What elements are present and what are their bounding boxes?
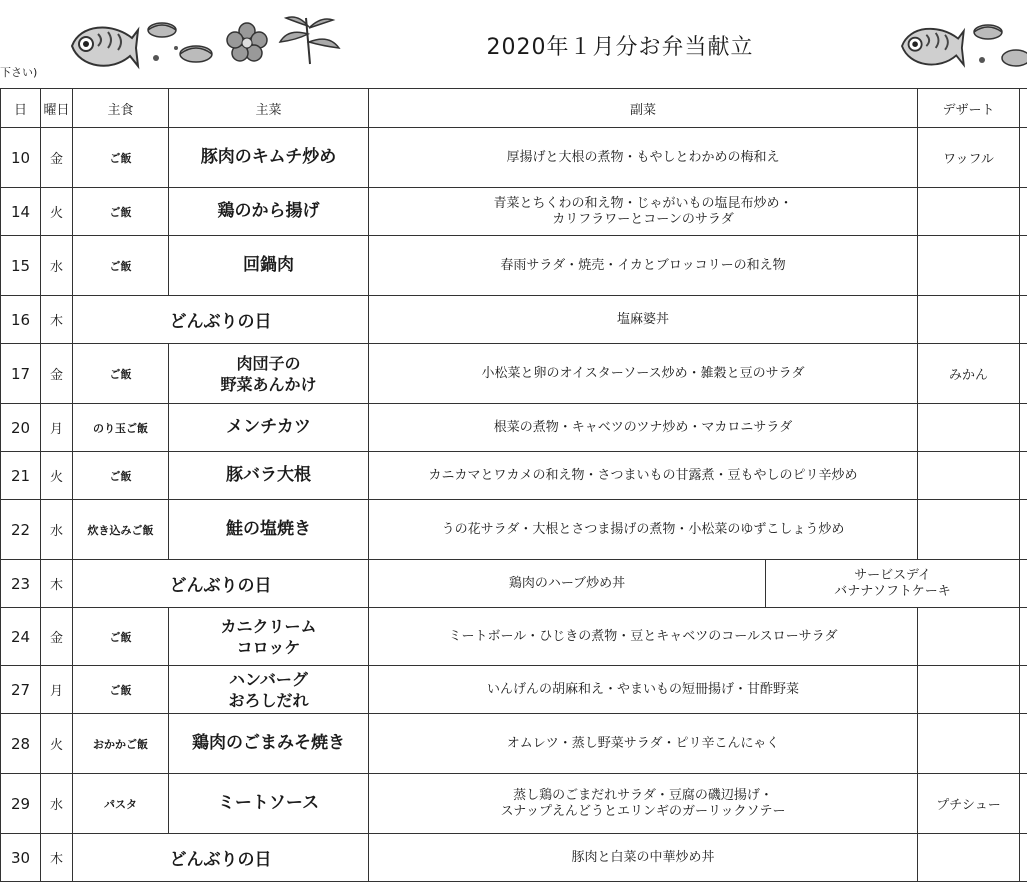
- extra-cell: [1020, 714, 1027, 774]
- staple-cell: ご飯: [73, 128, 169, 188]
- day-cell: 16: [1, 296, 41, 344]
- weekday-cell: 水: [41, 500, 73, 560]
- table-row: [1, 608, 1027, 666]
- extra-cell: [1020, 774, 1027, 834]
- main-dish-cell: 豚肉のキムチ炒め: [169, 128, 369, 188]
- menu-table: [0, 88, 1027, 882]
- dessert-cell: [918, 236, 1020, 296]
- table-row: [1, 774, 1027, 834]
- note-text: 下さい): [0, 66, 38, 79]
- table-row: [1, 188, 1027, 236]
- staple-cell: ご飯: [73, 666, 169, 714]
- col-header-side: 副菜: [369, 89, 918, 128]
- day-cell: 10: [1, 128, 41, 188]
- main-dish-cell: ハンバーグ おろしだれ: [169, 666, 369, 714]
- extra-cell: [1020, 834, 1027, 882]
- col-header-main: 主菜: [169, 89, 369, 128]
- table-row: [1, 128, 1027, 188]
- pine-icon: [970, 20, 1027, 74]
- dessert-cell: [918, 188, 1020, 236]
- weekday-cell: 金: [41, 608, 73, 666]
- staple-cell: ご飯: [73, 608, 169, 666]
- extra-cell: [1020, 236, 1027, 296]
- main-dish-cell: 回鍋肉: [169, 236, 369, 296]
- extra-cell: [1020, 560, 1027, 608]
- side-dish-cell: 鶏肉のハーブ炒め丼: [369, 560, 766, 608]
- day-cell: 29: [1, 774, 41, 834]
- extra-cell: [1020, 666, 1027, 714]
- col-header-staple: 主食: [73, 89, 169, 128]
- side-dish-cell: オムレツ・蒸し野菜サラダ・ピリ辛こんにゃく: [369, 714, 918, 774]
- day-cell: 27: [1, 666, 41, 714]
- table-row: [1, 560, 1027, 608]
- weekday-cell: 金: [41, 128, 73, 188]
- side-dish-cell: 青菜とちくわの和え物・じゃがいもの塩昆布炒め・ カリフラワーとコーンのサラダ: [369, 188, 918, 236]
- main-dish-cell: 鮭の塩焼き: [169, 500, 369, 560]
- staple-cell: ご飯: [73, 344, 169, 404]
- day-cell: 28: [1, 714, 41, 774]
- dessert-cell: みかん: [918, 344, 1020, 404]
- extra-cell: [1020, 296, 1027, 344]
- table-row: [1, 834, 1027, 882]
- weekday-cell: 月: [41, 666, 73, 714]
- staple-cell: ご飯: [73, 188, 169, 236]
- extra-cell: [1020, 452, 1027, 500]
- extra-cell: [1020, 128, 1027, 188]
- day-cell: 15: [1, 236, 41, 296]
- day-cell: 14: [1, 188, 41, 236]
- side-dish-cell: カニカマとワカメの和え物・さつまいもの甘露煮・豆もやしのピリ辛炒め: [369, 452, 918, 500]
- table-row: [1, 344, 1027, 404]
- day-cell: 17: [1, 344, 41, 404]
- weekday-cell: 月: [41, 404, 73, 452]
- donburi-day-cell: どんぶりの日: [73, 296, 369, 344]
- header: [0, 0, 1027, 88]
- staple-cell: ご飯: [73, 236, 169, 296]
- main-dish-cell: カニクリーム コロッケ: [169, 608, 369, 666]
- dessert-cell: プチシュー: [918, 774, 1020, 834]
- weekday-cell: 水: [41, 774, 73, 834]
- main-dish-cell: 鶏のから揚げ: [169, 188, 369, 236]
- donburi-day-cell: どんぶりの日: [73, 834, 369, 882]
- side-dish-cell: 塩麻婆丼: [369, 296, 918, 344]
- main-dish-cell: ミートソース: [169, 774, 369, 834]
- table-row: [1, 714, 1027, 774]
- extra-cell: [1020, 188, 1027, 236]
- side-dish-cell: 厚揚げと大根の煮物・もやしとわかめの梅和え: [369, 128, 918, 188]
- day-cell: 22: [1, 500, 41, 560]
- dessert-cell: [918, 608, 1020, 666]
- dessert-cell: [918, 452, 1020, 500]
- col-header-dessert: デザート: [918, 89, 1020, 128]
- dessert-cell: [918, 500, 1020, 560]
- weekday-cell: 火: [41, 714, 73, 774]
- weekday-cell: 火: [41, 452, 73, 500]
- weekday-cell: 木: [41, 560, 73, 608]
- service-day-cell: サービスデイ バナナソフトケーキ: [766, 560, 1020, 608]
- main-dish-cell: 肉団子の 野菜あんかけ: [169, 344, 369, 404]
- table-row: [1, 236, 1027, 296]
- extra-cell: [1020, 500, 1027, 560]
- table-row: [1, 500, 1027, 560]
- day-cell: 23: [1, 560, 41, 608]
- table-row: [1, 666, 1027, 714]
- side-dish-cell: 春雨サラダ・焼売・イカとブロッコリーの和え物: [369, 236, 918, 296]
- weekday-cell: 火: [41, 188, 73, 236]
- side-dish-cell: 蒸し鶏のごまだれサラダ・豆腐の磯辺揚げ・ スナップえんどうとエリンギのガーリックソテー: [369, 774, 918, 834]
- extra-cell: [1020, 344, 1027, 404]
- side-dish-cell: 豚肉と白菜の中華炒め丼: [369, 834, 918, 882]
- side-dish-cell: 小松菜と卵のオイスターソース炒め・雑穀と豆のサラダ: [369, 344, 918, 404]
- main-dish-cell: 豚バラ大根: [169, 452, 369, 500]
- page-title: 2020年１月分お弁当献立: [486, 35, 754, 60]
- side-dish-cell: いんげんの胡麻和え・やまいもの短冊揚げ・甘酢野菜: [369, 666, 918, 714]
- staple-cell: ご飯: [73, 452, 169, 500]
- extra-cell: [1020, 608, 1027, 666]
- carp-streamer-icon: [896, 18, 966, 76]
- staple-cell: 炊き込みご飯: [73, 500, 169, 560]
- col-header-day: 日: [1, 89, 41, 128]
- main-dish-cell: メンチカツ: [169, 404, 369, 452]
- side-dish-cell: 根菜の煮物・キャベツのツナ炒め・マカロニサラダ: [369, 404, 918, 452]
- day-cell: 21: [1, 452, 41, 500]
- dessert-cell: [918, 404, 1020, 452]
- staple-cell: おかかご飯: [73, 714, 169, 774]
- dessert-cell: [918, 714, 1020, 774]
- weekday-cell: 木: [41, 834, 73, 882]
- dessert-cell: [918, 666, 1020, 714]
- weekday-cell: 金: [41, 344, 73, 404]
- weekday-cell: 水: [41, 236, 73, 296]
- weekday-cell: 木: [41, 296, 73, 344]
- col-header-extra: [1020, 89, 1027, 128]
- day-cell: 20: [1, 404, 41, 452]
- main-dish-cell: 鶏肉のごまみそ焼き: [169, 714, 369, 774]
- dessert-cell: [918, 834, 1020, 882]
- side-dish-cell: うの花サラダ・大根とさつま揚げの煮物・小松菜のゆずこしょう炒め: [369, 500, 918, 560]
- side-dish-cell: ミートボール・ひじきの煮物・豆とキャベツのコールスローサラダ: [369, 608, 918, 666]
- table-row: [1, 452, 1027, 500]
- col-header-weekday: 曜日: [41, 89, 73, 128]
- table-row: [1, 296, 1027, 344]
- dessert-cell: ワッフル: [918, 128, 1020, 188]
- day-cell: 24: [1, 608, 41, 666]
- menu-body: [1, 128, 1027, 882]
- donburi-day-cell: どんぶりの日: [73, 560, 369, 608]
- staple-cell: のり玉ご飯: [73, 404, 169, 452]
- dessert-cell: [918, 296, 1020, 344]
- staple-cell: パスタ: [73, 774, 169, 834]
- header-row: [1, 89, 1027, 128]
- extra-cell: [1020, 404, 1027, 452]
- day-cell: 30: [1, 834, 41, 882]
- table-row: [1, 404, 1027, 452]
